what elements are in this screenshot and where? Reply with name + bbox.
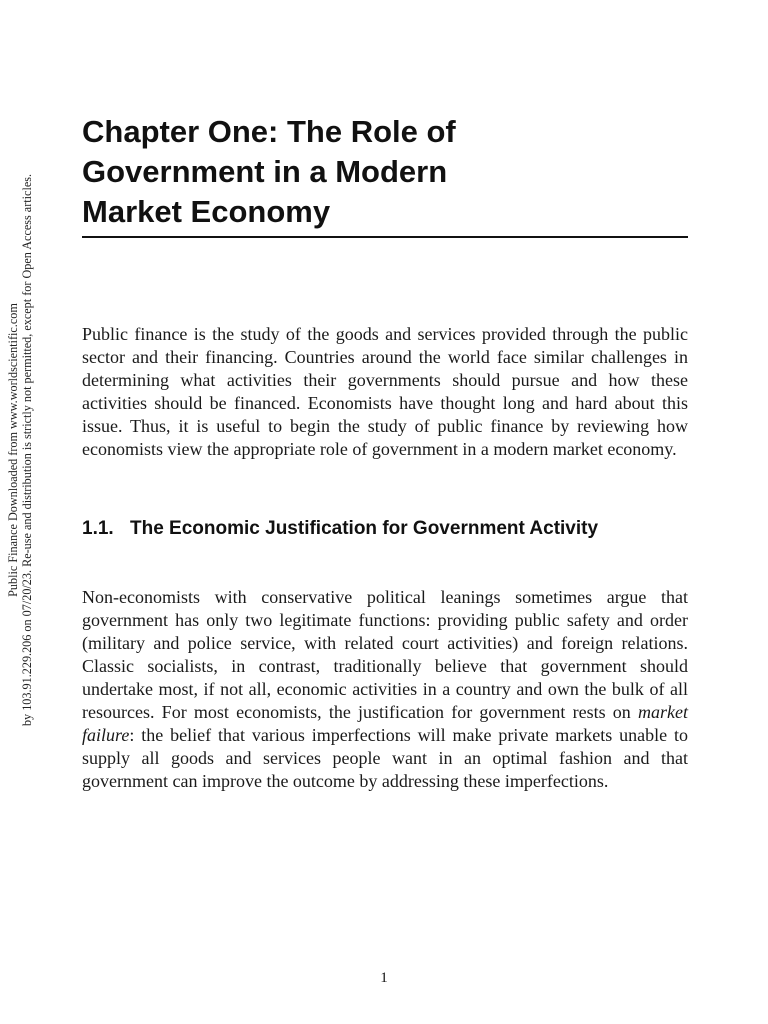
section-number: 1.1. [82, 518, 114, 539]
section-paragraph [82, 586, 688, 793]
chapter-title-line-2: Government in a Modern [82, 154, 448, 189]
page-number: 1 [380, 970, 388, 986]
download-notice [0, 0, 40, 1024]
title-rule [82, 236, 688, 238]
download-notice-line-1: Public Finance Downloaded from www.worldscientific.com [6, 303, 20, 597]
chapter-title-line-3: Market Economy [82, 194, 331, 229]
intro-paragraph: Public finance is the study of the goods and services provided through the public sector and their financing. Countries around the world face similar challenges in determining what activities their governments should pursue and how these activities should be financed. Economists have thought long and hard about this issue. Thus, it is useful to begin the study of public finance by reviewing how economists view the appropriate role of government in a modern market economy. [82, 324, 688, 459]
chapter-title-line-1: Chapter One: The Role of [82, 114, 456, 149]
section-paragraph-text-1: Non-economists with conservative political leanings sometimes argue that government has only two legitimate functions: providing public safety and order (military and police service, with related court activities) and foreign relations. Classic socialists, in contrast, traditionally believe that government should undertake most, if not all, economic activities in a country and own the bulk of all resources. For most economists, the justification for government rests on [82, 587, 688, 722]
section-paragraph-text-2: : the belief that various imperfections will make private markets unable to supply all goods and services people want in an optimal fashion and that government can improve the outcome by addressing these imperfections. [82, 725, 688, 791]
section-heading [82, 516, 688, 541]
download-notice-line-2: by 103.91.229.206 on 07/20/23. Re-use and distribution is strictly not permitted, except for Open Access articles. [20, 173, 34, 727]
section-paragraph-emphasis: market failure [82, 702, 688, 745]
chapter-title [82, 112, 692, 232]
section-title: The Economic Justification for Government Activity [130, 518, 599, 539]
download-notice-text [6, 174, 34, 726]
